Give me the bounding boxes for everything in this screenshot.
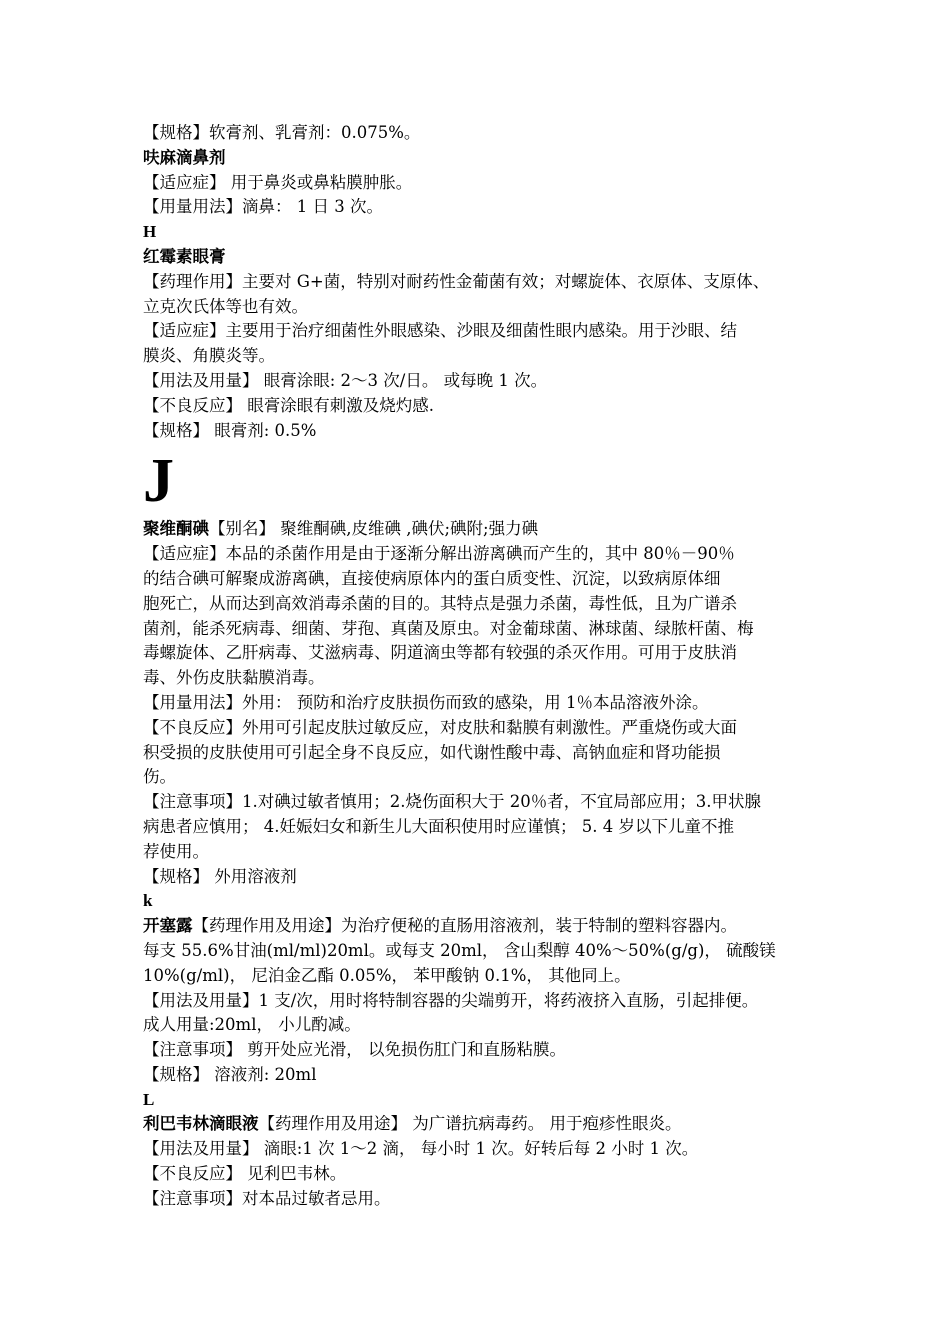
text-line: 胞死亡，从而达到高效消毒杀菌的目的。其特点是强力杀菌，毒性低，且为广谱杀 xyxy=(143,593,737,613)
drug-name: 聚维酮碘 xyxy=(143,519,209,539)
text-line: 【药理作用】主要对 G+菌，特别对耐药性金葡菌有效；对螺旋体、衣原体、支原体、 xyxy=(143,271,770,291)
section-letter-large: J xyxy=(143,447,174,516)
section-letter: H xyxy=(143,222,157,242)
drug-entry-text: 【药理作用及用途】为治疗便秘的直肠用溶液剂，装于特制的塑料容器内。 xyxy=(192,916,737,936)
text-line: 【注意事项】1.对碘过敏者慎用；2.烧伤面积大于 20％者，不宜局部应用；3.甲状腺 xyxy=(143,792,761,812)
drug-entry-line xyxy=(143,517,811,542)
drug-entry-line xyxy=(143,914,811,939)
text-line: 【用法及用量】1 支/次，用时将特制容器的尖端剪开，将药液挤入直肠，引起排便。 xyxy=(143,990,759,1010)
drug-entry-text: 【药理作用及用途】 为广谱抗病毒药。 用于疱疹性眼炎。 xyxy=(258,1114,682,1134)
text-line: 【用量用法】外用： 预防和治疗皮肤损伤而致的感染，用 1％本品溶液外涂。 xyxy=(143,692,709,712)
text-line: 【规格】 眼膏剂: 0.5% xyxy=(143,420,317,440)
text-line: 【不良反应】外用可引起皮肤过敏反应，对皮肤和黏膜有刺激性。严重烧伤或大面 xyxy=(143,717,737,737)
text-line: 【适应症】主要用于治疗细菌性外眼感染、沙眼及细菌性眼内感染。用于沙眼、结 xyxy=(143,321,737,341)
text-line: 【用量用法】滴鼻： 1 日 3 次。 xyxy=(143,197,383,217)
drug-name: 开塞露 xyxy=(143,916,193,936)
drug-heading: 红霉素眼膏 xyxy=(143,246,226,266)
text-line: 【注意事项】对本品过敏者忌用。 xyxy=(143,1188,391,1208)
drug-heading: 呋麻滴鼻剂 xyxy=(143,147,226,167)
document-page xyxy=(143,121,811,1212)
text-line: 【规格】 溶液剂: 20ml xyxy=(143,1064,317,1084)
text-line: 【不良反应】 眼膏涂眼有刺激及烧灼感. xyxy=(143,395,434,415)
drug-name: 利巴韦林滴眼液 xyxy=(143,1114,259,1134)
text-line: 【用法及用量】 眼膏涂眼: 2～3 次/日。 或每晚 1 次。 xyxy=(143,370,548,390)
text-line: 病患者应慎用； 4.妊娠妇女和新生儿大面积使用时应谨慎； 5. 4 岁以下儿童不推 xyxy=(143,816,734,836)
text-line: 【用法及用量】 滴眼:1 次 1～2 滴， 每小时 1 次。好转后每 2 小时 1 次。 xyxy=(143,1139,699,1159)
section-letter: k xyxy=(143,891,153,911)
text-line: 每支 55.6%甘油(ml/ml)20ml。或每支 20ml， 含山梨醇 40%～50%(g/g)， 硫酸镁 xyxy=(143,940,776,960)
text-line: 【不良反应】 见利巴韦林。 xyxy=(143,1164,347,1184)
section-letter: L xyxy=(143,1089,155,1109)
text-line: 【规格】软膏剂、乳膏剂：0.075%。 xyxy=(143,123,421,142)
text-line: 伤。 xyxy=(143,767,176,787)
text-line: 荐使用。 xyxy=(143,841,209,861)
text-line: 毒螺旋体、乙肝病毒、艾滋病毒、阴道滴虫等都有较强的杀灭作用。可用于皮肤消 xyxy=(143,643,737,663)
text-line: 成人用量:20ml， 小儿酌减。 xyxy=(143,1015,361,1035)
text-line: 【注意事项】 剪开处应光滑， 以免损伤肛门和直肠粘膜。 xyxy=(143,1040,566,1060)
text-line: 立克次氏体等也有效。 xyxy=(143,296,308,316)
drug-entry-text: 【别名】 聚维酮碘,皮维碘 ,碘伏;碘附;强力碘 xyxy=(209,519,539,539)
text-line: 【适应症】本品的杀菌作用是由于逐渐分解出游离碘而产生的，其中 80％－90％ xyxy=(143,544,735,564)
text-line: 膜炎、角膜炎等。 xyxy=(143,346,275,366)
text-line: 菌剂，能杀死病毒、细菌、芽孢、真菌及原虫。对金葡球菌、淋球菌、绿脓杆菌、梅 xyxy=(143,618,754,638)
text-line: 积受损的皮肤使用可引起全身不良反应，如代谢性酸中毒、高钠血症和肾功能损 xyxy=(143,742,721,762)
text-line: 的结合碘可解聚成游离碘，直接使病原体内的蛋白质变性、沉淀，以致病原体细 xyxy=(143,568,721,588)
text-line: 10%(g/ml)， 尼泊金乙酯 0.05%， 苯甲酸钠 0.1%， 其他同上。 xyxy=(143,965,631,985)
text-line: 【规格】 外用溶液剂 xyxy=(143,866,297,886)
text-line: 【适应症】 用于鼻炎或鼻粘膜肿胀。 xyxy=(143,172,413,192)
text-line: 毒、外伤皮肤黏膜消毒。 xyxy=(143,668,325,688)
drug-entry-line xyxy=(143,1112,811,1137)
